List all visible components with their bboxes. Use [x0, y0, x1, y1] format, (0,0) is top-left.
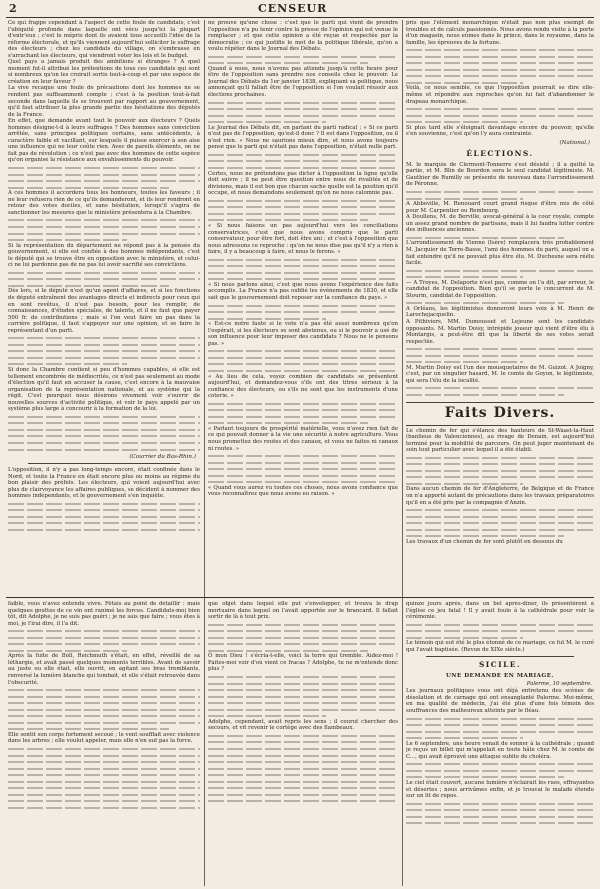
section-divider	[406, 425, 594, 426]
elections-paragraph: A Orléans, les légitimistes donneront leurs voix à M. Henri de Larochejacquelin.	[406, 305, 594, 319]
feuilleton-paragraph: Adolphe, cependant, avait repris les sens ; il courut chercher des secours, et vit revenir le cortège avec des flambeaux.	[208, 718, 398, 732]
column-rule-2	[402, 20, 403, 886]
column-3	[406, 20, 594, 594]
article-paragraph: « Est-ce notre faute si le vote n'a pas été aussi nombreux qu'on l'espérait, si les électeurs se sont abstenus, ou si le pouvoir a usé de son influence pour leur imposer des candidats ? Nous ne le pensons pas. »	[208, 321, 398, 347]
article-paragraph: Quand à nous, nous n'avons pas attendu jusqu'à cette heure pour être de l'opposition sans prendre nos conseils chez le pouvoir. Le Journal des Débats du 1er janvier 1838, expliquant sa politique, nous annonçait qu'il fallait être de l'opposition si l'on voulait réussir aux élections prochaines.	[208, 65, 398, 99]
column-2	[208, 20, 398, 594]
sicile-subheading: UNE DEMANDE EN MARIAGE.	[446, 673, 554, 680]
faits-paragraph: Les travaux d'un chemin de fer sont plutôt en dessous du	[406, 538, 563, 545]
feuilleton-column-2	[208, 601, 398, 886]
article-paragraph: Certes, nous ne prétendons pas dicter à l'opposition la ligne qu'elle doit suivre ; il ne peut être question entre nous de rivalités et de divisions, mais il est bon que chacun sache quelle est la position qu'il occupe, et nous demandons seulement qu'on ne nous calomnie pas.	[208, 170, 398, 197]
article-paragraph: « Si nous parlons ainsi, c'est que nous avons l'expérience des faits accomplis. La France n'a pas oublié les événements de 1830, et elle sait que le gouvernement doit reposer sur la confiance du pays. »	[208, 281, 398, 301]
article-paragraph: La vive recaque une foule de précautions dont les hommes ne se rendent pas suffisamment compte ; c'est à la position tout-à-fait seconde dans laquelle ils se trouvent par rapport au gouvernement, qu'il faut attribuer la plus grande partie des hésitations des députés de la France.	[8, 85, 200, 118]
article-paragraph: Si donc la Chambre contient si peu d'hommes capables, si elle est tellement encombrée de médiocrités, ce n'est pas seulement au mode d'élection qu'il faut en accuser la cause, c'est encore à la mauvaise organisation de la représentation nationale, et au système qui la régit. C'est pourquoi nous désirons vivement voir s'ouvrir de nouvelles sources d'activité politique, et voir le pays appelé par un système plus large à concourir à la formation de la loi.	[8, 366, 200, 413]
feuilleton-column-3	[406, 601, 594, 886]
article-paragraph: « Parlant toujours de prospérité matérielle, vous n'avez rien fait de ce qui pouvait donner à la vie une sécurité à notre agriculture. Vous nous promettez des routes et des canaux, et vous ne faites ni canaux ni routes. »	[208, 425, 398, 452]
article-paragraph: Si plus tard elle s'éloignait davantage encore du pouvoir, qu'elle s'en souvienne, c'est qu'on l'y aura contrainte.	[406, 124, 594, 138]
page-number: 2	[9, 2, 17, 15]
feuilleton-paragraph: faible, vous n'avez entendu vivre. Fêtais au point de détaillir : mais quelques gouttes de ce vin ont ranimé les forces. Candidats-moi bien tôt, dit Adolphe, je ne suis pas guéri ; je ne sais que faire ; vous êtes à moi, je l'irai dire, il l'a dit.	[8, 601, 200, 627]
elections-paragraph: M. Martin Doisy est l'un des mousquetaires de M. Guizot. A Joigny, c'est, par un singulier hasard, M. le comte de Goyon, le légitimiste, qui sera l'élu de la localité.	[406, 364, 594, 384]
feuilleton-paragraph: Le témoin qui eut été le plus étonné de ce mariage, ce fut M. le curé qui l'avait baptisée. (Revue de XIXe siècle.)	[406, 640, 594, 653]
article-paragraph: Quel pays a jamais produit des ambitions si étranges ? A quel moment fut-il attribué les prétentions de tous ces candidats qui sont si nombreux qu'on les croirait sortis tout-à-coup et par une espèce de création en leur faveur ?	[8, 59, 200, 85]
elections-paragraph: L'arrondissement de Vienne (Isère) remplacera très probablement M. Jacquier de Terre-Basse, l'ami des hommes du parti, auquel on a fait entendre qu'il ne pouvait plus être élu. M. Duchesne sera réélu facile.	[406, 240, 594, 267]
article-signature: (National.)	[559, 139, 590, 146]
elections-paragraph: — A Troyes, M. Delaporte n'est pas, comme on l'a dit, par erreur, le candidat de l'opposition. Bien qu'il se porte le concurrent de M. Stourm, candidat de l'opposition.	[406, 279, 594, 299]
column-rule-1	[204, 20, 205, 886]
column-1	[8, 20, 200, 594]
feuilleton-column-1	[8, 601, 200, 886]
article-divider	[28, 463, 180, 464]
elections-paragraph: A Doullens, M. de Berville, avocat-général à la cour royale, compte un assez grand nombre de partisans, mais il lui faudra lutter contre des influences anciennes.	[406, 214, 594, 234]
feuilleton-paragraph: Ô mon Dieu ! s'écria-t-elle, voici la terre qui tremble. Aidez-moi ! Faites-moi voir d'où vient ce fracas ? Adolphe, tu ne m'entends donc plus ?	[208, 653, 398, 673]
newspaper-title: CENSEUR	[258, 2, 328, 15]
elections-heading: ÉLECTIONS.	[466, 148, 534, 158]
sicile-paragraph: Le ciel était couvert, aucune lumière n'éclairait les rues, effrayantes et désertes ; nous arrivâmes enfin, et je trouvai le malade étendu sur un lit de repos.	[406, 780, 594, 800]
article-paragraph: « Quand vous aurez vu toutes ces choses, nous avons confiance que vous reconnaîtrez que nous avons eu raison. »	[208, 484, 398, 498]
article-paragraph: « Au lieu de cela, voyez combien de candidats se présentent aujourd'hui, et demandez-vous s'ils ont des titres sérieux à la confiance des électeurs, ou s'ils ne sont que les instruments d'une coterie. »	[208, 373, 398, 400]
article-paragraph: En effet, que demande avant tout le pouvoir aux électeurs ? Quels hommes désigne-t-il à leurs suffrages ? Des hommes sans conviction arrêtée, sans principes politiques certains, sans antécédents, à caractère faible et vacillant, sur lesquels il puisse exercer à son aise une influence qui ne leur coûte rien. Avec de pareils éléments, on ne fait pas de révolution ; ce n'est pas avec des hommes de cette espèce qu'on organise la résistance aux envahissements du pouvoir.	[8, 118, 200, 164]
feuilleton-paragraph: Après la fuite de Boll, Reichmuth s'était, en effet, réveillé de sa léthargie, et avait passé quelques moments terribles. Avant de savoir au juste ou elle était, elle ouvrit, en agitant ses bras tremblants, renversé la lumière blanche qui tombait, et elle s'était retrouvée dans l'obscurité.	[8, 653, 200, 686]
sicile-dateline: Palerme, 10 septembre.	[526, 681, 592, 688]
sicile-paragraph: Les journaux politiques vous ont déjà entretenu des scènes de désolation et de carnage qui ont ensanglanté Palerme. Moi-même, en ma qualité de médecin, j'ai été plus d'une fois témoin des souffrances des malheureux atteints par le fléau.	[406, 688, 594, 715]
elections-paragraph: A Abbeville, M. Renouard court grand risque d'être mis de côté pour M. Carpentier ou Rembourg.	[406, 201, 594, 214]
article-paragraph: Voilà, ce nous semble, ce que l'opposition pourrait se dire elle-même et répondre aux reproches qu'on lui fait d'abandonner le drapeau monarchique.	[406, 85, 594, 105]
article-paragraph: Dès lors, si le député n'est qu'un agent d'affaires, et si les fonctions de député entraînent des avantages directs et indirects pour ceux qui en sont revêtus, il n'est pas besoin, pour les remplir, de connaissances, d'études spéciales, de talents, et il ne faut que payer 500 fr. de contributions ; mais si l'on veut faire un pas dans la carrière politique, il faut s'appuyer sur une opinion, et se faire le représentant d'un parti.	[8, 288, 200, 334]
faits-paragraph: Le chemin de fer qui s'élance des hauteurs de St-Waast-la-Haut (banlieue de Valenciennes), au rivage de Denain, est aujourd'hui terminé pour la mobilité du parcours. On peut juger maintenant du soin tout particulier avec lequel il a été établi.	[406, 427, 594, 454]
faits-divers-heading: Faits Divers.	[444, 404, 556, 421]
article-paragraph: pris que l'élément monarchique n'était pas non plus exempt de troubles et de calculs passionnés. Nous avons rendu visite à la porte d'un magasin, nous eûmes dans le prince, dans le royaume, dans la famille, les épreuves de la fortune.	[406, 20, 594, 46]
sicile-paragraph: Le 6 septembre, une heure venait de sonner à la cathédrale ; quand je reçus un billet qui m'appelait en toute hâte chez M. le comte de C..., qui avait éprouvé une attaque subite de choléra.	[406, 740, 594, 760]
article-paragraph: Ce qui frappe cependant à l'aspect de cette foule de candidats, c'est l'ubiquité profonde dans laquelle ont vécu jusqu'ici la plupart d'entr'eux ; c'est le mépris dont ils avaient tous accueilli l'idée de la réforme électorale, et qu'ils viennent aujourd'hui solliciter le suffrage des électeurs ; chez les candidats du village, on s'embrasse en s'arrachant les électeurs, qui viendront voter les lois et le budget.	[8, 20, 200, 59]
feuilleton-paragraph: Elle sentit son corps fortement secoué ; le vent soufflait avec violence dans les arbres ; elle voulut appeler, mais elle n'en eut pas la force.	[8, 731, 200, 745]
section-divider	[406, 402, 594, 403]
masthead-rule	[6, 17, 594, 18]
article-paragraph: Le Journal des Débats dit, en parlant du parti radical : « Si ce parti n'est pas de l'opposition, qu'est-il donc ? Il est dans l'opposition, ou il n'est rien. » Nous ne saurions mieux dire, et nous avons toujours pensé que le parti qui n'était pas dans l'opposition, n'était nulle part.	[208, 124, 398, 151]
feuilleton-paragraph: quinze jours après, dans un bel après-dîner, ils présentèrent à l'église ce jeu fatal ! Il y avait foule à la cathédrale pour voir la cérémonie.	[406, 601, 594, 621]
article-paragraph: A ces hommes il accordera tous les honneurs, toutes les faveurs ; il ne leur refusera rien de ce qu'ils demanderont, et ils leur rendront en retour des votes dociles, et sans hésitation, lorsqu'il s'agira de sanctionner les mesures que le ministère présentera à la Chambre.	[8, 190, 200, 216]
article-paragraph: Si la représentation du département ne répond pas à la pensée du gouvernement, si elle est confiée à des hommes indépendants, c'est le député qui se trouve être en opposition avec le ministère, et celui-ci ne lui pardonne pas de ne pas lui avoir sacrifié ses convictions.	[8, 242, 200, 269]
sicile-heading: SICILE.	[478, 660, 522, 670]
feuilleton-rule	[6, 597, 594, 598]
article-signature: (Courrier du Bas-Rhin.)	[129, 454, 196, 461]
elections-paragraph: M. le marquis de Clermont-Tonnerre s'est désisté ; il a quitté la partie, et M. Blin de Bourdon sera le seul candidat légitimiste. M. Gauthier de Rumilly se présente de nouveau dans l'arrondissement de Péronne.	[406, 161, 594, 188]
article-paragraph: « Si nous faisons un pas aujourd'hui vers les conciliations conservatrices, c'est que nous avons compris que le parti conservateur, pour être fort, doit être uni ; et c'est à l'opposition que nous adressons ce reproche : qu'on ne nous dise pas qu'il n'y a rien à faire, il y a beaucoup à faire, et nous le ferons. »	[208, 222, 398, 256]
article-paragraph: ne prouve qu'une chose : c'est que le parti qui vient de prendre l'opposition n'a pu tenir contre la presse de l'opinion qui est venue le remplacer ; et que cette opinion a été reçue et respectée par la démocratie ; ce qui justifie le mot de la politique libérale, qu'on a voulu répéter dans le Journal des Débats.	[208, 20, 398, 53]
faits-paragraph: Dans aucun chemin de fer d'Angleterre, de Belgique et de France on n'a apporté autant de précautions dans les travaux préparatoires qu'il en a été pris par la compagnie d'Anzin.	[406, 486, 594, 506]
elections-paragraph: A Pithiviers, MM. Dumousset et Lejeune sont les candidats opposants. M. Martin Doisy, intrépide joueur qui vient d'être élu à Montargis, a peut-être dit que la liberté de ses votes serait respectée.	[406, 318, 594, 345]
article-divider	[426, 656, 574, 657]
article-paragraph: L'opposition, il n'y a pas long-temps encore, était confinée dans le Nord, et toute la France en était encore plus ou moins au régime du bon plaisir des préfets. Les électeurs, qui voient aujourd'hui avec plus de clairvoyance les affaires publiques, se décident à nommer des hommes indépendants, et le gouvernement s'en inquiète.	[8, 467, 200, 500]
feuilleton-paragraph: que objet dans lequel elle put s'envelopper, et trouva le drap mortuaire dans lequel on l'avait apportée sur le brancard. Il fallait sortir de là à tout prix.	[208, 601, 398, 621]
